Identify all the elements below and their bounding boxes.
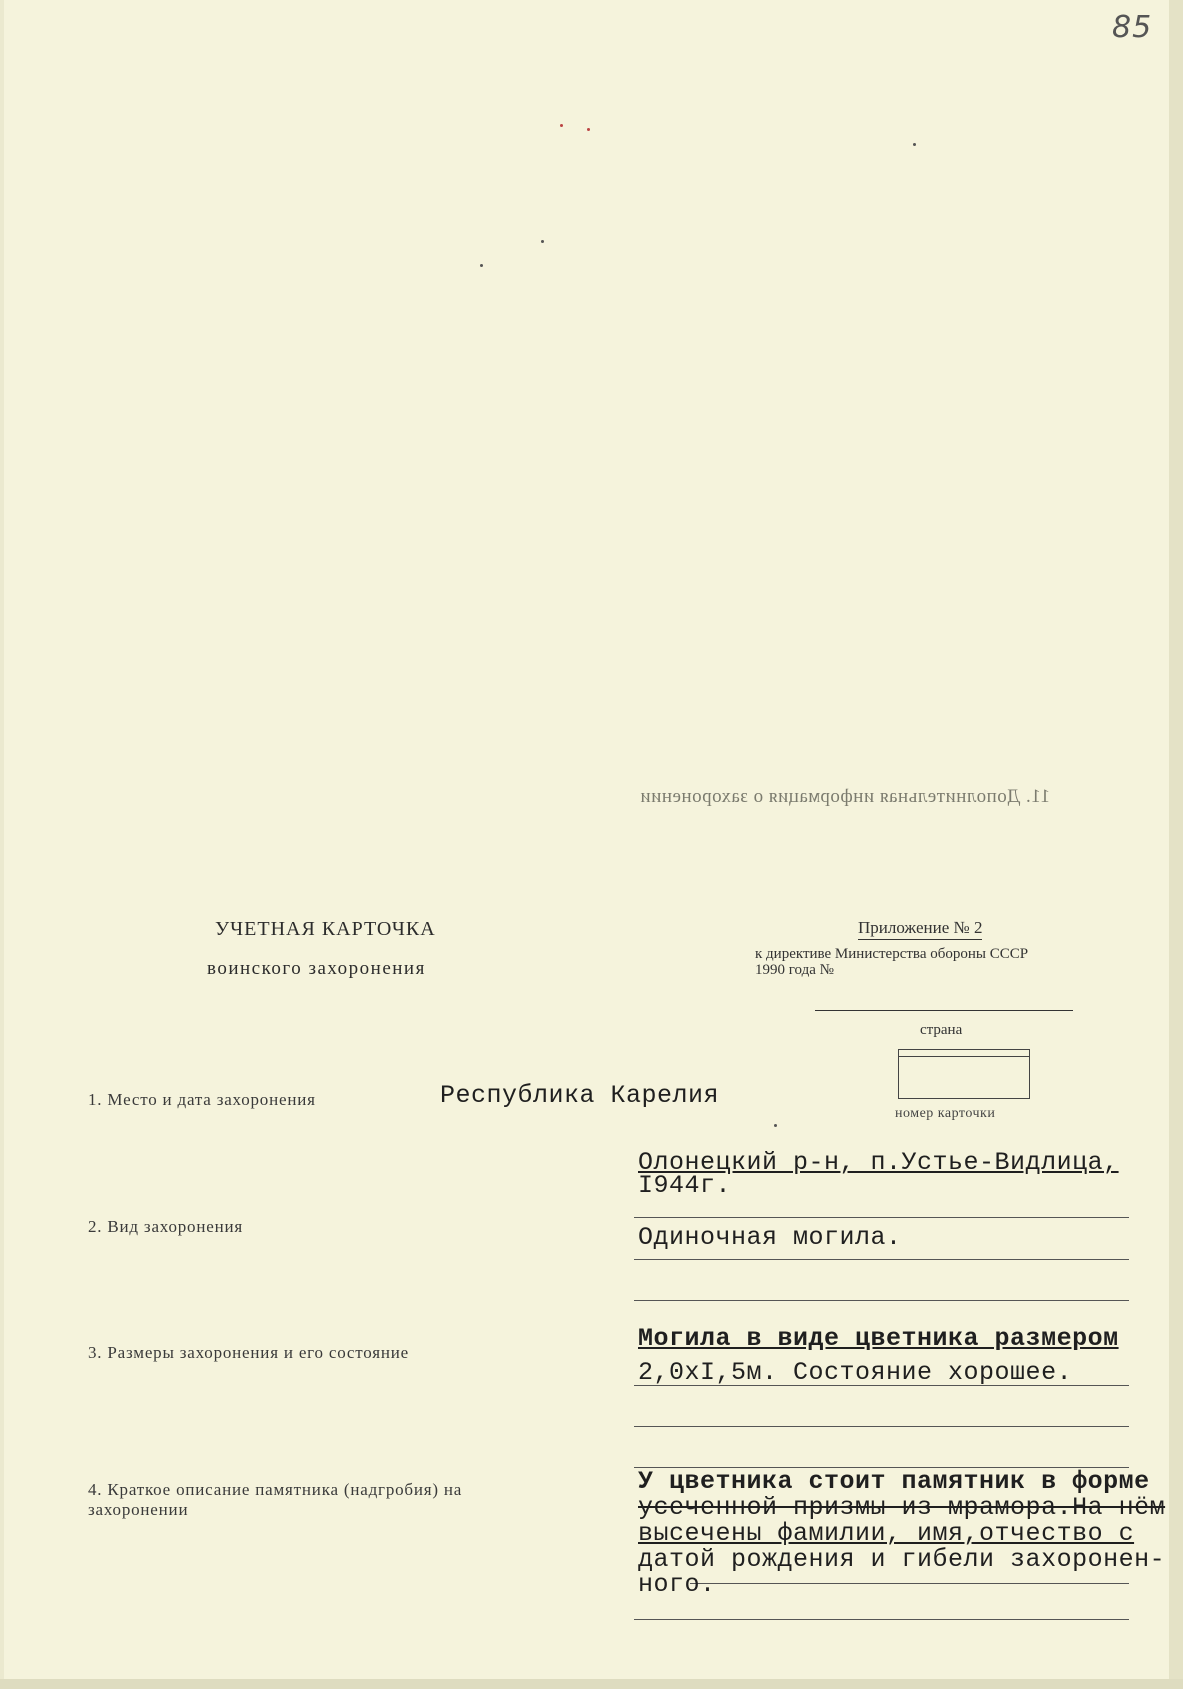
handwritten-page-number: 85 <box>1112 10 1153 45</box>
field-label-burial-place-date: 1. Место и дата захоронения <box>88 1090 316 1109</box>
card-number-label: номер карточки <box>895 1106 996 1121</box>
field-value-monument-line-3: высечены фамилии, имя,отчество с <box>638 1519 1135 1548</box>
field-value-size-line-1: Могила в виде цветника размером <box>638 1324 1119 1353</box>
appendix-title: Приложение № 2 <box>858 918 982 940</box>
directive-reference <box>755 946 1135 978</box>
field-label-monument-line-2: захоронении <box>88 1500 189 1519</box>
field-label-burial-type: 2. Вид захоронения <box>88 1217 244 1236</box>
paper-edge-bottom <box>0 1679 1183 1689</box>
ink-speck <box>774 1124 777 1127</box>
field-value-burial-place-line-2: Олонецкий р-н, п.Устье-Видлица, <box>638 1148 1119 1177</box>
card-subtitle: воинского захоронения <box>207 958 426 979</box>
field-value-monument-line-5: ного. <box>638 1570 716 1599</box>
mirrored-bleed-through-heading: 11. Дополнительная информация о захоронении <box>640 786 1051 807</box>
card-title: УЧЕТНАЯ КАРТОЧКА <box>215 918 436 940</box>
fill-line <box>634 1426 1129 1427</box>
ink-speck <box>480 264 483 267</box>
field-value-monument-line-2: усеченной призмы из мрамора.На нём <box>638 1493 1166 1522</box>
field-label-monument-description <box>88 1480 462 1520</box>
ink-speck <box>560 124 563 127</box>
field-value-monument-line-4: датой рождения и гибели захоронен- <box>638 1545 1166 1574</box>
fill-line <box>634 1259 1129 1260</box>
directive-line-1: к директиве Министерства обороны СССР <box>755 946 1029 962</box>
field-label-monument-line-1: 4. Краткое описание памятника (надгробия) на <box>88 1480 463 1499</box>
country-label: страна <box>920 1022 963 1038</box>
fill-line <box>634 1300 1129 1301</box>
ink-speck <box>541 240 544 243</box>
fill-line <box>690 1583 1129 1584</box>
field-value-burial-place-line-1: Республика Карелия <box>440 1081 720 1110</box>
directive-line-2: 1990 года № <box>755 962 834 978</box>
field-value-size-line-2: 2,0xI,5м. Состояние хорошее. <box>638 1358 1073 1387</box>
ink-speck <box>587 128 590 131</box>
fill-line <box>634 1217 1129 1218</box>
fill-line <box>634 1619 1129 1620</box>
card-number-box <box>898 1049 1030 1099</box>
country-fill-line <box>815 1010 1073 1011</box>
fill-line <box>634 1385 1129 1386</box>
ink-speck <box>913 143 916 146</box>
paper-edge-right <box>1169 0 1183 1689</box>
field-label-burial-size-condition: 3. Размеры захоронения и его состояние <box>88 1343 410 1362</box>
paper-edge-left <box>0 0 4 1689</box>
field-value-burial-type: Одиночная могила. <box>638 1223 902 1252</box>
field-value-monument-line-1: У цветника стоит памятник в форме <box>638 1467 1150 1496</box>
field-value-burial-place-line-3: I944г. <box>638 1171 732 1200</box>
